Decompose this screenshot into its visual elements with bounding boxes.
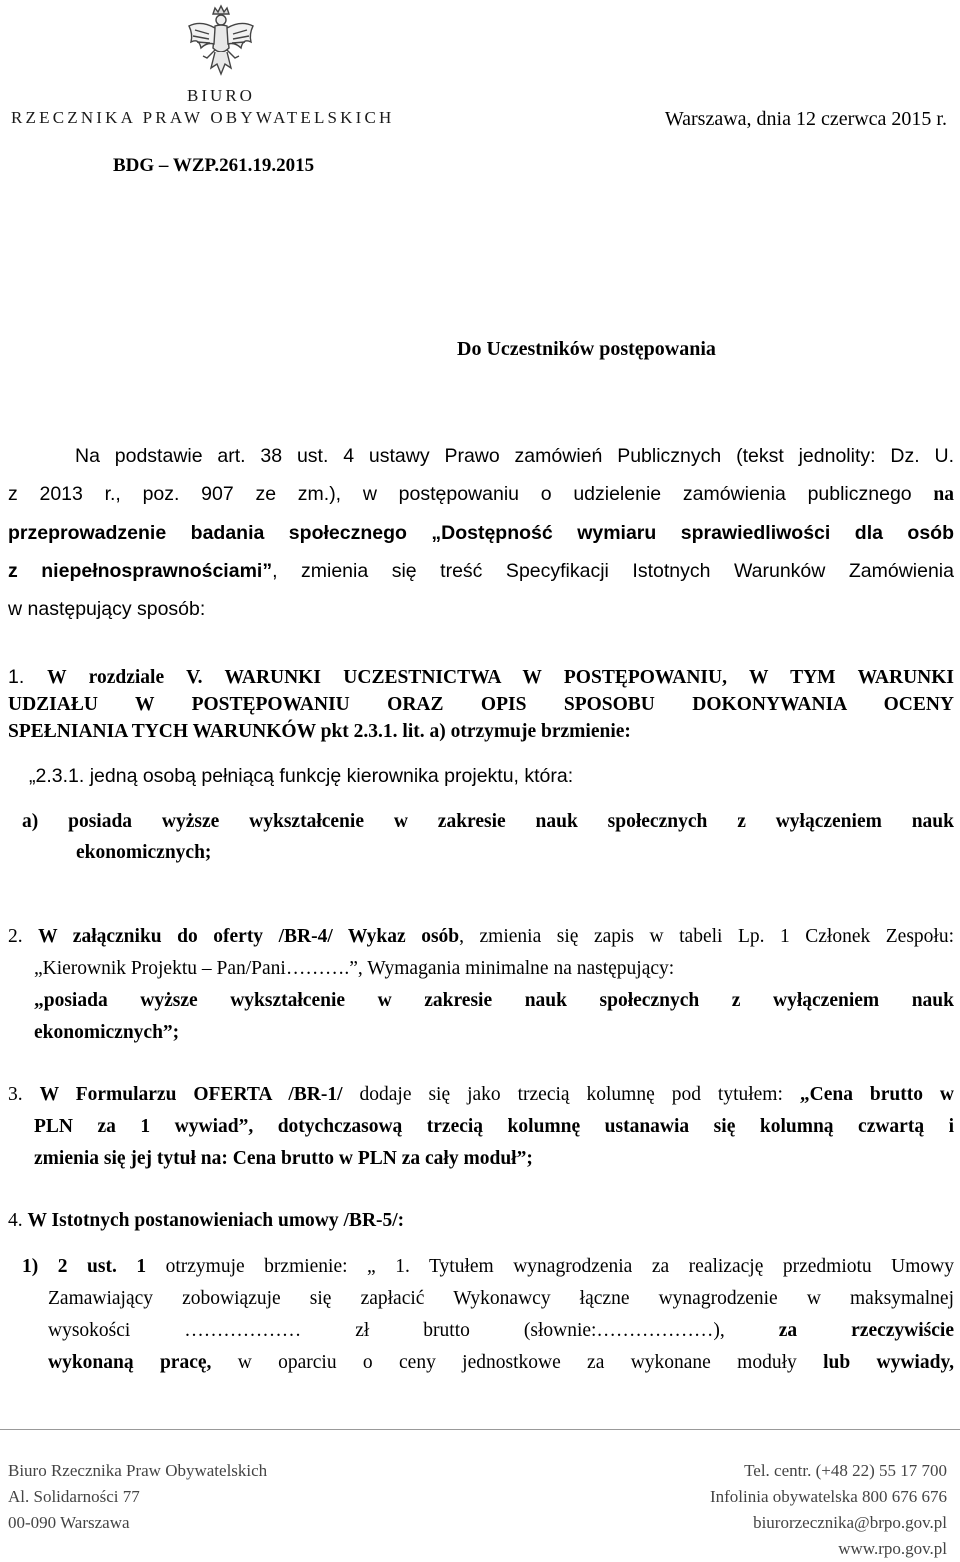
section-number: 1. bbox=[8, 666, 48, 688]
intro-text: , zmienia się treść Specyfikacji Istotnych Warunków Zamówienia bbox=[272, 560, 954, 582]
intro-paragraph bbox=[8, 441, 954, 624]
section-heading: W rozdziale V. WARUNKI UCZESTNICTWA W POSTĘPOWANIU, W TYM WARUNKI bbox=[47, 667, 954, 688]
intro-line: Na podstawie art. 38 ust. 4 ustawy Prawo zamówień Publicznych (tekst jednolity: Dz. U. bbox=[75, 445, 954, 467]
intro-text: z 2013 r., poz. 907 ze zm.), w postępowaniu o udzielenie zamówienia publicznego bbox=[8, 483, 934, 505]
section-3 bbox=[8, 1079, 954, 1175]
section-1 bbox=[8, 664, 954, 866]
document-date: Warszawa, dnia 12 czerwca 2015 r. bbox=[664, 108, 947, 130]
footer-website[interactable]: www.rpo.gov.pl bbox=[838, 1539, 947, 1558]
footer-divider bbox=[0, 1429, 960, 1430]
point-line bbox=[8, 1315, 954, 1347]
intro-line bbox=[8, 556, 954, 586]
point-text: w oparciu o ceny jednostkowe za wykonane moduły bbox=[211, 1352, 824, 1373]
footer-right bbox=[710, 1458, 947, 1562]
section-number: 3. bbox=[8, 1084, 40, 1105]
section-line: a) posiada wyższe wykształcenie w zakresie nauk społecznych z wyłączeniem nauk bbox=[22, 811, 954, 832]
intro-line: w następujący sposób: bbox=[8, 598, 206, 620]
section-number: 2. bbox=[8, 926, 39, 947]
section-line bbox=[8, 921, 954, 953]
point-line bbox=[8, 1347, 954, 1379]
section-heading: W Istotnych postanowieniach umowy /BR-5/: bbox=[27, 1210, 405, 1231]
footer-city: 00-090 Warszawa bbox=[8, 1513, 130, 1532]
institution-name-line1: BIURO bbox=[187, 86, 255, 105]
section-2 bbox=[8, 921, 954, 1049]
footer-left bbox=[8, 1458, 267, 1536]
section-line: ekonomicznych”; bbox=[34, 1022, 180, 1043]
point-text: wysokości ……………… zł brutto (słownie:………………), bbox=[48, 1320, 779, 1341]
footer-email[interactable]: biurorzecznika@brpo.gov.pl bbox=[753, 1513, 947, 1532]
footer-hotline: Infolinia obywatelska 800 676 676 bbox=[709, 1487, 947, 1506]
footer-org-name: Biuro Rzecznika Praw Obywatelskich bbox=[8, 1461, 268, 1480]
section-line: „2.3.1. jedną osobą pełniącą funkcję kierownika projektu, która: bbox=[29, 765, 574, 787]
point-line bbox=[8, 1251, 954, 1283]
section-line: „Kierownik Projektu – Pan/Pani……….”, Wymagania minimalne na następujący: bbox=[34, 958, 675, 979]
institution-name-line2: RZECZNIKA PRAW OBYWATELSKICH bbox=[11, 108, 395, 127]
section-line: zmienia się jej tytuł na: Cena brutto w PLN za cały moduł”; bbox=[34, 1148, 533, 1169]
intro-line: przeprowadzenie badania społecznego „Dostępność wymiaru sprawiedliwości dla osób bbox=[8, 522, 954, 544]
point-text: otrzymuje brzmienie: „ 1. Tytułem wynagrodzenia za realizację przedmiotu Umowy bbox=[146, 1256, 955, 1277]
section-heading: W Formularzu OFERTA /BR-1/ bbox=[39, 1084, 343, 1105]
footer-phone: Tel. centr. (+48 22) 55 17 700 bbox=[744, 1461, 947, 1480]
section-line: SPEŁNIANIA TYCH WARUNKÓW pkt 2.3.1. lit. a) otrzymuje brzmienie: bbox=[8, 721, 631, 742]
intro-bold: z niepełnosprawnościami” bbox=[8, 560, 273, 582]
point-line: Zamawiający zobowiązuje się zapłacić Wykonawcy łączne wynagrodzenie w maksymalnej bbox=[48, 1288, 954, 1309]
section-line: PLN za 1 wywiad”, dotychczasową trzecią kolumnę ustanawia się kolumną czwartą i bbox=[34, 1116, 954, 1137]
addressee: Do Uczestników postępowania bbox=[457, 338, 716, 360]
section-4 bbox=[8, 1205, 954, 1379]
point-bold: 2 ust. 1 bbox=[57, 1256, 147, 1277]
point-number: 1) bbox=[22, 1256, 58, 1277]
intro-bold: na bbox=[933, 484, 954, 505]
reference-number: BDG – WZP.261.19.2015 bbox=[113, 155, 315, 176]
section-line bbox=[8, 1079, 954, 1111]
section-bold: „Cena brutto w bbox=[799, 1084, 955, 1105]
section-line: „posiada wyższe wykształcenie w zakresie nauk społecznych z wyłączeniem nauk bbox=[34, 990, 954, 1011]
polish-eagle-icon bbox=[183, 4, 259, 80]
section-number: 4. bbox=[8, 1210, 28, 1231]
section-heading: W załączniku do oferty /BR-4/ Wykaz osób bbox=[38, 926, 460, 947]
section-line: ekonomicznych; bbox=[76, 842, 212, 863]
point-bold: wykonaną pracę, bbox=[48, 1352, 212, 1373]
section-line bbox=[8, 664, 954, 691]
point-bold: lub wywiady, bbox=[823, 1352, 954, 1373]
point-bold: za rzeczywiście bbox=[778, 1320, 954, 1341]
section-line: UDZIAŁU W POSTĘPOWANIU ORAZ OPIS SPOSOBU DOKONYWANIA OCENY bbox=[8, 694, 954, 715]
section-text: , zmienia się zapis w tabeli Lp. 1 Członek Zespołu: bbox=[459, 926, 954, 947]
section-line bbox=[8, 1205, 954, 1237]
intro-line bbox=[8, 479, 954, 510]
footer-street: Al. Solidarności 77 bbox=[8, 1487, 140, 1506]
section-text: dodaje się jako trzecią kolumnę pod tytułem: bbox=[342, 1084, 800, 1105]
